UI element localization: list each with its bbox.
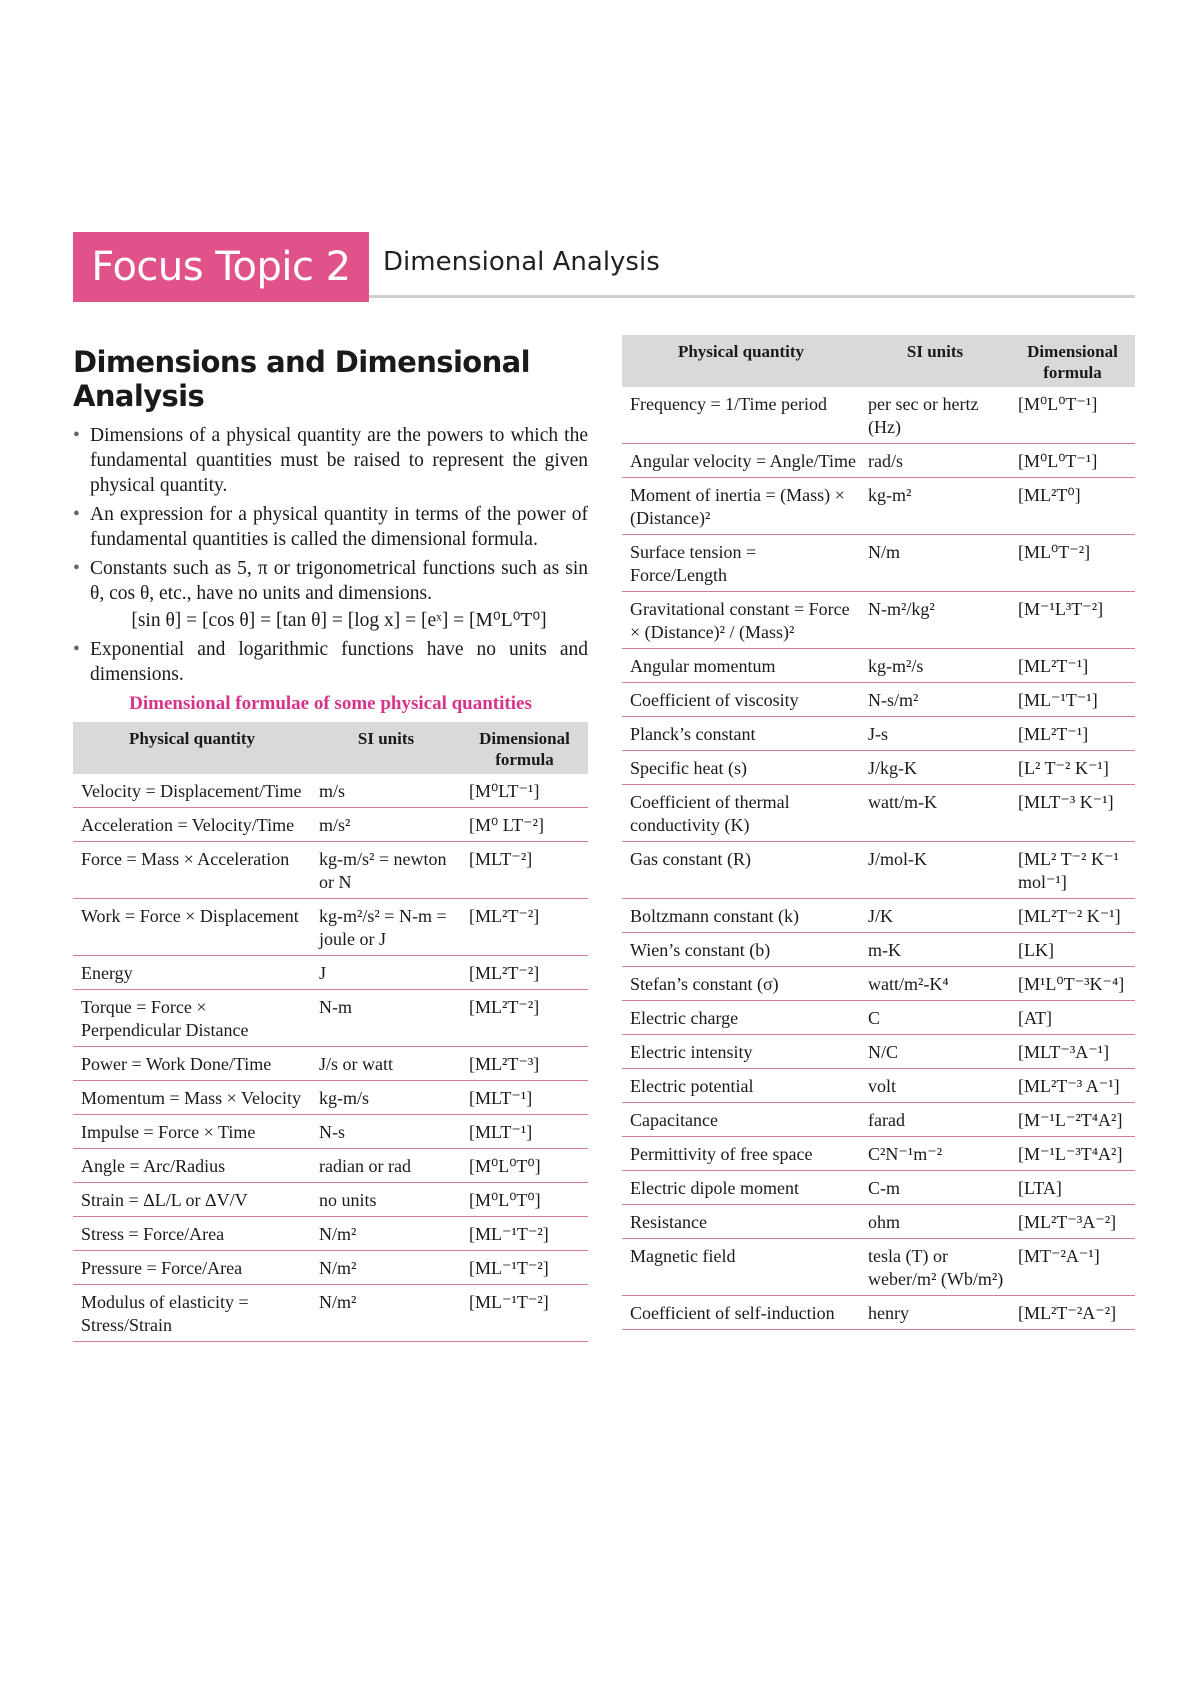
si-unit-cell: watt/m²-K⁴ [860,967,1010,1001]
dimension-cell: [M⁰L⁰T⁰] [461,1149,588,1183]
dimension-cell: [ML²T⁻¹] [1010,649,1135,683]
dimension-cell: [ML²T⁻³A⁻²] [1010,1205,1135,1239]
dimension-cell: [LK] [1010,933,1135,967]
dimension-cell: [MLT⁻¹] [461,1115,588,1149]
table-row [622,785,1135,842]
title-divider [369,295,1135,298]
header-physical-quantity: Physical quantity [622,335,860,387]
si-unit-cell: C [860,1001,1010,1035]
table-caption: Dimensional formulae of some physical quantities [129,693,532,714]
quantity-cell: Electric charge [622,1001,860,1035]
table-row [622,649,1135,683]
si-unit-cell: N-m [311,990,461,1047]
quantity-cell: Moment of inertia = (Mass) × (Distance)² [622,478,860,535]
dimension-cell: [MLT⁻³A⁻¹] [1010,1035,1135,1069]
quantity-cell: Acceleration = Velocity/Time [73,808,311,842]
quantity-cell: Surface tension = Force/Length [622,535,860,592]
table-row [73,899,588,956]
table-row [622,967,1135,1001]
bullet-text: Constants such as 5, π or trigonometrical functions such as sin θ, cos θ, etc., have no units and dimensions. [90,558,588,604]
quantity-cell: Stress = Force/Area [73,1217,311,1251]
table-row [622,751,1135,785]
section-heading: Dimensions and Dimensional Analysis [73,345,530,413]
si-unit-cell: J/K [860,899,1010,933]
header-dimensional-formula: Dimensional formula [1010,335,1135,387]
quantity-cell: Capacitance [622,1103,860,1137]
quantity-cell: Modulus of elasticity = Stress/Strain [73,1285,311,1342]
table-row [622,899,1135,933]
right-column [622,335,1135,1330]
si-unit-cell: farad [860,1103,1010,1137]
dimension-cell: [ML² T⁻² K⁻¹ mol⁻¹] [1010,842,1135,899]
si-unit-cell: J/mol-K [860,842,1010,899]
quantity-cell: Stefan’s constant (σ) [622,967,860,1001]
table-row [73,1047,588,1081]
si-unit-cell: ohm [860,1205,1010,1239]
si-unit-cell: kg-m²/s² = N-m = joule or J [311,899,461,956]
quantity-cell: Pressure = Force/Area [73,1251,311,1285]
table-row [622,478,1135,535]
dimension-cell: [M¹L⁰T⁻³K⁻⁴] [1010,967,1135,1001]
dimension-cell: [ML²T⁻² K⁻¹] [1010,899,1135,933]
header-dimensional-formula: Dimensional formula [461,722,588,774]
si-unit-cell: henry [860,1296,1010,1330]
table-row [622,1103,1135,1137]
si-unit-cell: m/s [311,774,461,808]
header-si-units: SI units [860,335,1010,387]
table-header-row [73,722,588,774]
quantity-cell: Strain = ΔL/L or ΔV/V [73,1183,311,1217]
table-row [73,774,588,808]
table-row [73,1285,588,1342]
quantity-cell: Velocity = Displacement/Time [73,774,311,808]
si-unit-cell: watt/m-K [860,785,1010,842]
quantity-cell: Permittivity of free space [622,1137,860,1171]
dimension-cell: [M⁻¹L⁻³T⁴A²] [1010,1137,1135,1171]
dimension-cell: [M⁻¹L³T⁻²] [1010,592,1135,649]
topic-title: Dimensional Analysis [383,247,660,277]
si-unit-cell: N/m² [311,1251,461,1285]
table-row [73,1217,588,1251]
dimension-cell: [ML⁻¹T⁻²] [461,1285,588,1342]
dimension-cell: [AT] [1010,1001,1135,1035]
dimension-cell: [M⁰LT⁻¹] [461,774,588,808]
quantity-cell: Boltzmann constant (k) [622,899,860,933]
dimension-cell: [MT⁻²A⁻¹] [1010,1239,1135,1296]
dimension-cell: [M⁰ LT⁻²] [461,808,588,842]
si-unit-cell: C²N⁻¹m⁻² [860,1137,1010,1171]
quantity-cell: Wien’s constant (b) [622,933,860,967]
dimension-cell: [ML⁻¹T⁻¹] [1010,683,1135,717]
quantity-cell: Coefficient of self-induction [622,1296,860,1330]
si-unit-cell: N/m² [311,1217,461,1251]
right-table-body [622,387,1135,1330]
quantity-cell: Energy [73,956,311,990]
bullet-item [73,556,588,633]
dimension-cell: [ML⁰T⁻²] [1010,535,1135,592]
table-row [622,1035,1135,1069]
dimension-cell: [M⁻¹L⁻²T⁴A²] [1010,1103,1135,1137]
table-row [73,956,588,990]
quantity-cell: Angle = Arc/Radius [73,1149,311,1183]
dimension-cell: [M⁰L⁰T⁻¹] [1010,387,1135,444]
quantity-cell: Angular velocity = Angle/Time [622,444,860,478]
quantity-cell: Power = Work Done/Time [73,1047,311,1081]
table-row [622,444,1135,478]
quantity-cell: Force = Mass × Acceleration [73,842,311,899]
table-row [622,1205,1135,1239]
si-unit-cell: N-s [311,1115,461,1149]
si-unit-cell: tesla (T) or weber/m² (Wb/m²) [860,1239,1010,1296]
dimension-cell: [ML²T⁻²] [461,990,588,1047]
si-unit-cell: N/m [860,535,1010,592]
left-table-body [73,774,588,1342]
bullet-item: • Dimensions of a physical quantity are the powers to which the fundamental quantities must be raised to represent the given physical quantity. [73,423,588,498]
table-row [622,1069,1135,1103]
quantity-cell: Impulse = Force × Time [73,1115,311,1149]
si-unit-cell: per sec or hertz (Hz) [860,387,1010,444]
bullet-list [73,423,588,687]
left-column [73,345,588,1342]
si-unit-cell: C-m [860,1171,1010,1205]
dimension-cell: [ML²T⁻¹] [1010,717,1135,751]
bullet-item: • Exponential and logarithmic functions have no units and dimensions. [73,637,588,687]
si-unit-cell: kg-m² [860,478,1010,535]
table-row [622,1239,1135,1296]
table-row [622,842,1135,899]
quantity-cell: Planck’s constant [622,717,860,751]
dimension-cell: [L² T⁻² K⁻¹] [1010,751,1135,785]
si-unit-cell: m-K [860,933,1010,967]
dimension-cell: [LTA] [1010,1171,1135,1205]
quantity-cell: Momentum = Mass × Velocity [73,1081,311,1115]
table-row [622,1001,1135,1035]
si-unit-cell: kg-m/s [311,1081,461,1115]
si-unit-cell: N-m²/kg² [860,592,1010,649]
dimension-cell: [ML⁻¹T⁻²] [461,1217,588,1251]
quantity-cell: Gas constant (R) [622,842,860,899]
quantity-cell: Electric potential [622,1069,860,1103]
quantity-cell: Specific heat (s) [622,751,860,785]
si-unit-cell: no units [311,1183,461,1217]
table-row [622,683,1135,717]
table-row [73,842,588,899]
si-unit-cell: J/kg-K [860,751,1010,785]
dimension-cell: [ML²T⁻²A⁻²] [1010,1296,1135,1330]
quantity-cell: Coefficient of viscosity [622,683,860,717]
si-unit-cell: kg-m/s² = newton or N [311,842,461,899]
quantity-cell: Electric dipole moment [622,1171,860,1205]
table-row [622,1296,1135,1330]
right-table [622,335,1135,1330]
dimension-cell: [MLT⁻²] [461,842,588,899]
table-header-row [622,335,1135,387]
si-unit-cell: volt [860,1069,1010,1103]
si-unit-cell: N-s/m² [860,683,1010,717]
table-row [73,808,588,842]
bullet-item: • An expression for a physical quantity in terms of the power of fundamental quantities is called the dimensional formula. [73,502,588,552]
quantity-cell: Frequency = 1/Time period [622,387,860,444]
quantity-cell: Work = Force × Displacement [73,899,311,956]
table-row [73,1081,588,1115]
quantity-cell: Torque = Force × Perpendicular Distance [73,990,311,1047]
left-table [73,722,588,1342]
quantity-cell: Magnetic field [622,1239,860,1296]
quantity-cell: Electric intensity [622,1035,860,1069]
dimension-cell: [ML²T⁻²] [461,899,588,956]
quantity-cell: Gravitational constant = Force × (Distance)² / (Mass)² [622,592,860,649]
header-physical-quantity: Physical quantity [73,722,311,774]
si-unit-cell: rad/s [860,444,1010,478]
dimension-cell: [M⁰L⁰T⁻¹] [1010,444,1135,478]
si-unit-cell: N/C [860,1035,1010,1069]
si-unit-cell: radian or rad [311,1149,461,1183]
table-row [73,1251,588,1285]
dimension-cell: [ML²T⁻³ A⁻¹] [1010,1069,1135,1103]
quantity-cell: Coefficient of thermal conductivity (K) [622,785,860,842]
table-row [73,990,588,1047]
table-row [622,1171,1135,1205]
table-row [622,933,1135,967]
quantity-cell: Resistance [622,1205,860,1239]
dimension-cell: [MLT⁻¹] [461,1081,588,1115]
dimension-cell: [ML²T⁻³] [461,1047,588,1081]
dimension-cell: [ML²T⁰] [1010,478,1135,535]
dimension-cell: [M⁰L⁰T⁰] [461,1183,588,1217]
si-unit-cell: J/s or watt [311,1047,461,1081]
table-row [73,1149,588,1183]
trig-formula: [sin θ] = [cos θ] = [tan θ] = [log x] = [eˣ] = [M⁰L⁰T⁰] [131,610,547,631]
si-unit-cell: m/s² [311,808,461,842]
table-row [73,1183,588,1217]
dimension-cell: [ML⁻¹T⁻²] [461,1251,588,1285]
dimension-cell: [MLT⁻³ K⁻¹] [1010,785,1135,842]
quantity-cell: Angular momentum [622,649,860,683]
si-unit-cell: N/m² [311,1285,461,1342]
si-unit-cell: kg-m²/s [860,649,1010,683]
table-row [622,387,1135,444]
table-row [622,717,1135,751]
table-row [622,592,1135,649]
table-row [622,535,1135,592]
si-unit-cell: J [311,956,461,990]
si-unit-cell: J-s [860,717,1010,751]
table-row [73,1115,588,1149]
header-si-units: SI units [311,722,461,774]
table-row [622,1137,1135,1171]
dimension-cell: [ML²T⁻²] [461,956,588,990]
focus-topic-badge: Focus Topic 2 [73,232,369,302]
